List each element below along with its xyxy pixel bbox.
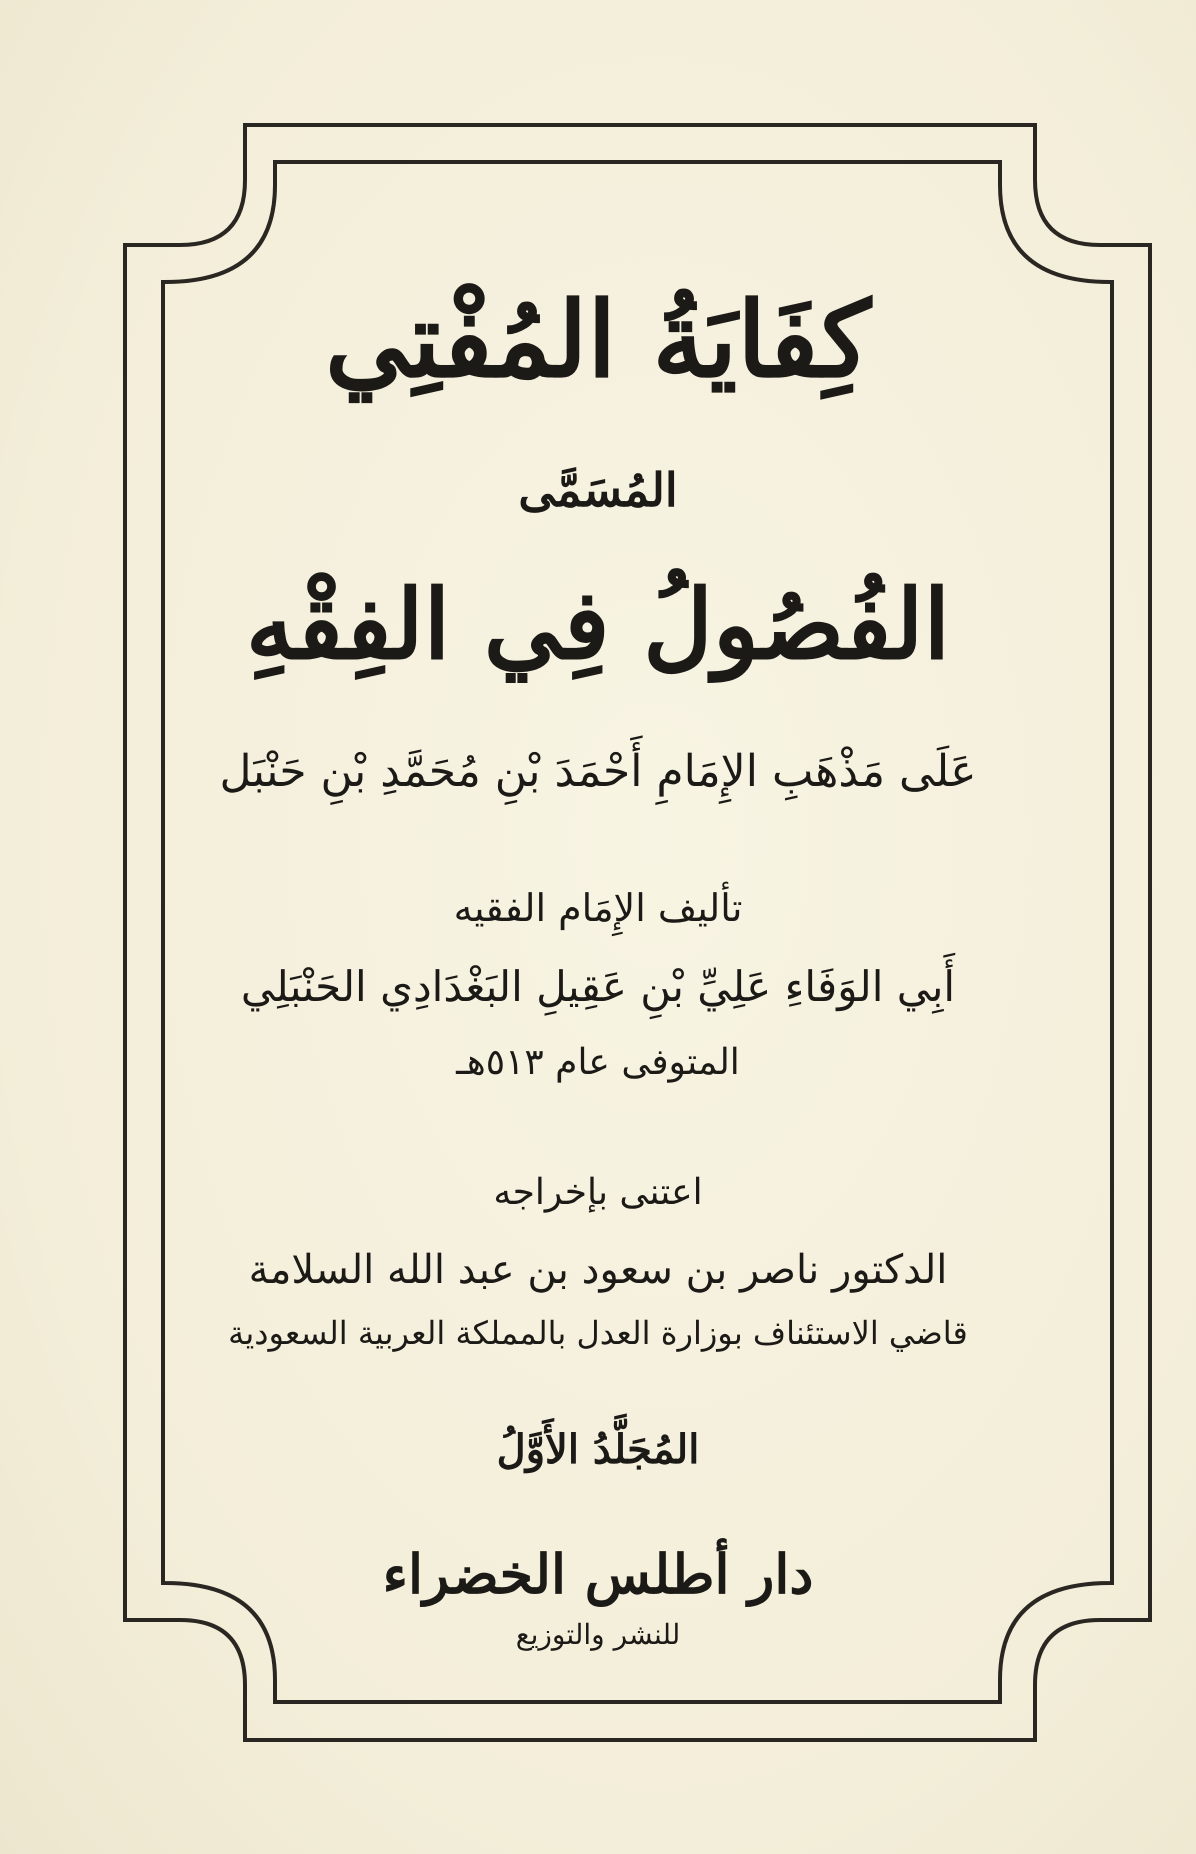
madhab-line: عَلَى مَذْهَبِ الإِمَامِ أَحْمَدَ بْنِ مُحَمَّدِ بْنِ حَنْبَل xyxy=(219,746,977,797)
editor-label: اعتنى بإخراجه xyxy=(493,1172,703,1213)
death-date: المتوفى عام ٥١٣هـ xyxy=(456,1042,740,1083)
author-name: أَبِي الوَفَاءِ عَلِيِّ بْنِ عَقِيلِ البَغْدَادِي الحَنْبَلِي xyxy=(240,962,956,1011)
author-label: تأليف الإِمَام الفقيه xyxy=(453,886,743,930)
publisher-subtitle: للنشر والتوزيع xyxy=(515,1618,681,1651)
editor-name: الدكتور ناصر بن سعود بن عبد الله السلامة xyxy=(248,1247,948,1293)
subtitle-label: المُسَمَّى xyxy=(518,463,678,517)
main-title: كِفَايَةُ المُفْتِي xyxy=(324,278,872,401)
title-page-content xyxy=(190,230,1006,1670)
editor-role: قاضي الاستئناف بوزارة العدل بالمملكة العربية السعودية xyxy=(228,1314,968,1352)
second-title: الفُصُولُ فِي الفِقْهِ xyxy=(245,568,951,681)
volume-label: المُجَلَّدُ الأَوَّلُ xyxy=(496,1426,700,1473)
publisher-name: دار أطلس الخضراء xyxy=(382,1542,814,1606)
